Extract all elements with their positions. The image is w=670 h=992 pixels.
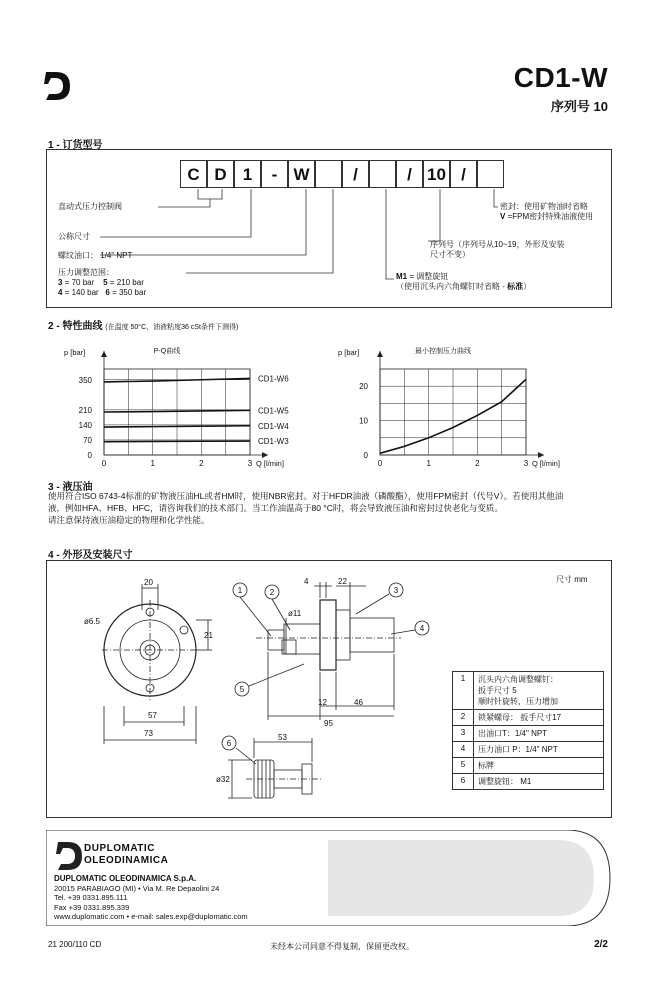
y-tick-label: 0 <box>87 451 92 460</box>
series-label: CD1-W4 <box>258 421 289 431</box>
label-valve: 直动式压力控制阀 <box>58 202 122 211</box>
dim-53: 53 <box>278 733 287 742</box>
page-number: 2/2 <box>594 939 608 950</box>
series-label: CD1-W3 <box>258 437 289 447</box>
code-cell: 10 <box>423 160 450 188</box>
range-row: 4 = 140 bar 6 = 350 bar <box>58 288 147 297</box>
code-cell: / <box>342 160 369 188</box>
part-description <box>474 672 604 710</box>
label-seal-2: V =FPM密封特殊油液使用 <box>500 212 594 221</box>
y-tick-label: 10 <box>359 416 368 426</box>
label-range-title: 压力调整范围： <box>58 268 114 277</box>
dim-4: 4 <box>304 577 309 586</box>
part-number: 5 <box>453 758 474 774</box>
callout-4: 4 <box>419 624 425 633</box>
part-description <box>474 742 604 758</box>
y-tick-label: 0 <box>363 451 368 460</box>
company-info: DUPLOMATIC OLEODINAMICA S.p.A. 20015 PARABIAGO (MI) • Via M. Re Depaolini 24 Tel. +39 0331.895.111 Fax +39 0331.895.339 www.duplomatic.com • e-mail: sales.exp@duplomatic.com <box>54 874 248 921</box>
section1-heading: 1 - 订货型号 <box>48 140 103 151</box>
min-pressure-chart <box>330 335 620 475</box>
callout-5: 5 <box>239 685 245 694</box>
part-description-line: 沉头内六角调整螺钉： <box>478 675 558 684</box>
dim-21: 21 <box>204 631 213 640</box>
code-cell: / <box>396 160 423 188</box>
dim-46: 46 <box>354 698 363 707</box>
part-number: 4 <box>453 742 474 758</box>
parts-table <box>452 671 604 790</box>
x-tick-label: 1 <box>150 459 155 468</box>
part-description-line: 扳手尺寸 5 <box>478 686 517 695</box>
y-axis-label: p [bar] <box>338 348 360 357</box>
chart-title: 最小控制压力曲线 <box>415 348 471 355</box>
part-description <box>474 710 604 726</box>
dimension-labels <box>84 577 363 784</box>
code-cell: - <box>261 160 288 188</box>
label-range-rows <box>58 278 208 298</box>
callout-2: 2 <box>269 588 275 597</box>
duplomatic-logo-icon <box>56 842 82 870</box>
callout-3: 3 <box>393 586 399 595</box>
part-description-line: 顺时针旋转，压力增加 <box>478 697 558 706</box>
callout-1: 1 <box>237 586 243 595</box>
x-tick-label: 1 <box>426 459 431 468</box>
series-line <box>104 426 250 427</box>
dim-32: ø32 <box>216 775 230 784</box>
part-description-line: 标牌 <box>478 761 494 770</box>
doc-code: 21 200/110 CD <box>48 940 102 949</box>
x-tick-label: 0 <box>377 459 383 468</box>
fluid-line: 请注意保持液压油稳定的物理和化学性能。 <box>48 515 210 525</box>
dim-22: 22 <box>338 577 347 586</box>
brand-logo-icon <box>44 72 70 100</box>
dim-95: 95 <box>324 719 333 728</box>
fluid-line: 使用符合ISO 6743-4标准的矿物液压油HL或者HM时，使用NBR密封。对于HFDR油液（磷酸酯），使用FPM密封（代号V）。若使用其他油 <box>48 491 564 501</box>
code-cell: D <box>207 160 234 188</box>
pq-chart <box>46 335 336 475</box>
y-tick-label: 70 <box>83 435 92 445</box>
table-row <box>453 672 604 710</box>
dim-12: 12 <box>318 698 327 707</box>
chart-title: P-Q曲线 <box>153 348 181 355</box>
label-knob-2: （使用沉头内六角螺钉时省略 - 标准） <box>396 282 532 291</box>
label-series-1: 序列号（序列号从10~19，外形及安装 <box>430 240 565 249</box>
x-tick-label: 0 <box>101 459 107 468</box>
label-size: 公称尺寸 <box>58 232 90 241</box>
page-title: CD1-W <box>513 62 608 93</box>
unit-label: 尺寸 mm <box>556 575 588 584</box>
part-number: 2 <box>453 710 474 726</box>
part-description-line: 调整旋钮： M1 <box>478 777 532 786</box>
dim-20: 20 <box>144 578 153 587</box>
table-row <box>453 726 604 742</box>
callout-6: 6 <box>226 739 232 748</box>
code-cell: / <box>450 160 477 188</box>
hydraulic-fluid-text <box>48 490 624 526</box>
series-line <box>104 410 250 412</box>
y-axis-label: p [bar] <box>64 348 86 357</box>
x-tick-label: 2 <box>475 459 480 468</box>
part-description-line: 压力油口 P：1/4" NPT <box>478 745 558 754</box>
part-number: 6 <box>453 774 474 790</box>
y-axis-arrow <box>101 351 107 357</box>
x-axis-label: Q [l/min] <box>532 459 560 468</box>
code-cell: C <box>180 160 207 188</box>
range-row: 3 = 70 bar 5 = 210 bar <box>58 278 144 287</box>
y-axis-arrow <box>377 351 383 357</box>
dim-11: ø11 <box>288 609 302 618</box>
label-series-2: 尺寸不变） <box>430 250 470 259</box>
y-tick-label: 210 <box>78 405 92 415</box>
part-number: 3 <box>453 726 474 742</box>
dim-57: 57 <box>148 711 157 720</box>
x-tick-label: 3 <box>247 459 253 468</box>
footer-logo-text: DUPLOMATIC OLEODINAMICA <box>84 843 169 866</box>
part-description-line: 锁紧螺母： 扳手尺寸17 <box>478 713 562 722</box>
x-axis-arrow <box>262 452 268 458</box>
part-description <box>474 758 604 774</box>
copyright-notice: 未经本公司同意不得复制，保留更改权。 <box>270 942 414 951</box>
table-row <box>453 774 604 790</box>
y-tick-label: 20 <box>359 382 368 392</box>
table-row <box>453 742 604 758</box>
part-description <box>474 774 604 790</box>
page-subtitle: 序列号 10 <box>550 99 608 114</box>
series-label: CD1-W5 <box>258 406 289 416</box>
dim-73: 73 <box>144 729 153 738</box>
series-label: CD1-W6 <box>258 374 289 384</box>
section2-heading: 2 - 特性曲线 (在温度 50°C，油液粘度36 cSt条件下测得) <box>48 321 239 332</box>
table-row <box>453 710 604 726</box>
part-number: 1 <box>453 672 474 710</box>
code-cell: W <box>288 160 315 188</box>
label-seal-1: 密封：使用矿物油时省略 <box>500 202 588 211</box>
x-axis-arrow <box>538 452 544 458</box>
part-description-line: 出油口T：1/4" NPT <box>478 729 548 738</box>
dim-6-5: ø6.5 <box>84 617 101 626</box>
section4-heading: 4 - 外形及安装尺寸 <box>48 550 133 561</box>
section3-heading: 3 - 液压油 <box>48 482 93 493</box>
y-tick-label: 140 <box>78 420 92 430</box>
table-row <box>453 758 604 774</box>
code-cell: 1 <box>234 160 261 188</box>
x-tick-label: 2 <box>199 459 204 468</box>
part-description <box>474 726 604 742</box>
x-tick-label: 3 <box>523 459 529 468</box>
fluid-line: 液，例如HFA、HFB、HFC，请咨询我们的技术部门。当工作油温高于80 °C时，将会导致液压油和密封过快老化与变质。 <box>48 503 503 513</box>
label-knob-1: M1 = 调整旋钮 <box>396 272 449 281</box>
y-tick-label: 350 <box>78 375 92 385</box>
label-port: 螺纹油口： 1/4" NPT <box>58 251 133 260</box>
series-line <box>104 441 250 442</box>
x-axis-label: Q [l/min] <box>256 459 284 468</box>
